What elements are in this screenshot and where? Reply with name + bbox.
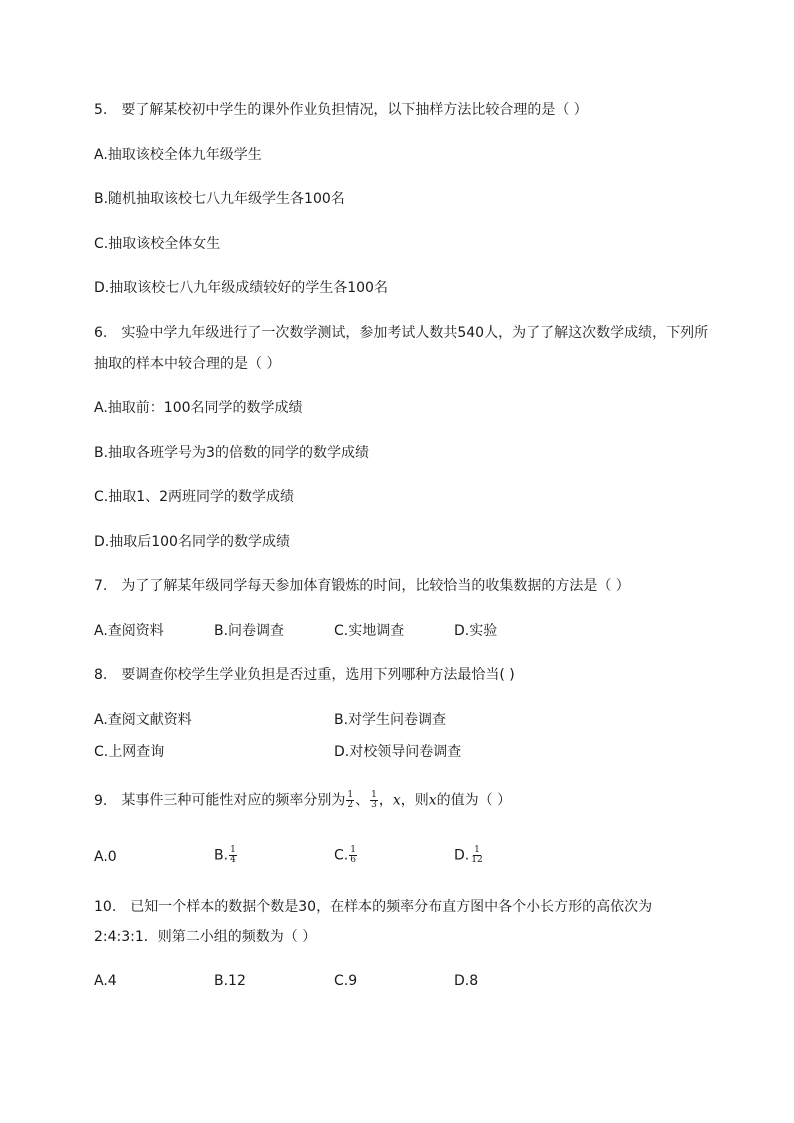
option-prefix: D.	[454, 847, 470, 864]
option-prefix: C.	[334, 847, 349, 864]
fraction	[229, 846, 237, 865]
numerator: 1	[371, 790, 377, 800]
q8-option-d: D.对校领导问卷调查	[334, 744, 462, 760]
q6-option-d: D.抽取后100名同学的数学成绩	[94, 534, 290, 550]
question-5	[94, 101, 588, 119]
fraction	[470, 846, 483, 865]
separator: ，	[378, 792, 393, 809]
variable: x	[428, 792, 437, 809]
question-stem: 已知一个样本的数据个数是30，在样本的频率分布直方图中各个小长方形的高依次为	[130, 899, 653, 915]
question-stem-part: 的值为（ ）	[436, 792, 512, 809]
q7-option-c: C.实地调查	[334, 623, 405, 639]
q7-option-d: D.实验	[454, 623, 498, 639]
option-prefix: B.	[214, 847, 229, 864]
fraction	[346, 791, 354, 810]
q6-option-a: A.抽取前：100名同学的数学成绩	[94, 400, 303, 416]
variable: x	[392, 792, 401, 809]
q7-option-b: B.问卷调查	[214, 623, 285, 639]
q7-option-a: A.查阅资料	[94, 623, 164, 639]
q5-option-b: B.随机抽取该校七八九年级学生各100名	[94, 191, 345, 207]
q10-option-c: C.9	[334, 973, 358, 989]
q8-option-c: C.上网查询	[94, 744, 165, 760]
q6-option-b: B.抽取各班学号为3的倍数的同学的数学成绩	[94, 445, 369, 461]
q8-option-a: A.查阅文献资料	[94, 712, 192, 728]
question-9	[94, 791, 511, 810]
numerator: 1	[474, 845, 480, 855]
denominator: 2	[347, 800, 354, 810]
question-number: 10.	[94, 899, 117, 915]
question-6	[94, 324, 708, 342]
question-stem: 要调查你校学生学业负担是否过重，选用下列哪种方法最恰当( )	[121, 667, 515, 683]
q10-option-d: D.8	[454, 973, 479, 989]
separator: 、	[355, 792, 370, 809]
question-number: 7.	[94, 578, 108, 594]
q5-option-a: A.抽取该校全体九年级学生	[94, 147, 262, 163]
question-number: 6.	[94, 325, 108, 341]
denominator: 3	[371, 800, 377, 810]
q9-option-d	[454, 846, 485, 865]
question-number: 9.	[94, 792, 108, 809]
denominator: 12	[471, 855, 483, 865]
numerator: 1	[350, 845, 356, 855]
question-8	[94, 666, 515, 684]
q10-option-a: A.4	[94, 973, 117, 989]
q6-option-c: C.抽取1、2两班同学的数学成绩	[94, 489, 295, 505]
q5-option-c: C.抽取该校全体女生	[94, 236, 221, 252]
q9-option-c	[334, 846, 358, 865]
fraction	[349, 846, 357, 865]
question-stem: 要了解某校初中学生的课外作业负担情况，以下抽样方法比较合理的是（ ）	[121, 102, 588, 118]
q10-option-b: B.12	[214, 973, 246, 989]
question-stem-part: ，则	[400, 792, 429, 809]
question-number: 5.	[94, 102, 108, 118]
question-stem: 为了了解某年级同学每天参加体育锻炼的时间，比较恰当的收集数据的方法是（ ）	[121, 578, 630, 594]
question-6-stem-line2: 抽取的样本中较合理的是（ ）	[94, 356, 281, 372]
question-number: 8.	[94, 667, 108, 683]
denominator: 4	[230, 855, 236, 865]
q9-option-a: A.0	[94, 849, 117, 865]
question-stem: 实验中学九年级进行了一次数学测试，参加考试人数共540人，为了了解这次数学成绩，下列所	[121, 325, 709, 341]
numerator: 1	[347, 790, 354, 800]
question-10	[94, 898, 652, 916]
fraction	[370, 791, 378, 810]
question-stem-part: 某事件三种可能性对应的频率分别为	[121, 792, 346, 809]
denominator: 6	[350, 855, 356, 865]
q9-option-b	[214, 846, 238, 865]
q5-option-d: D.抽取该校七八九年级成绩较好的学生各100名	[94, 280, 388, 296]
question-7	[94, 577, 630, 595]
question-10-stem-line2: 2:4:3:1．则第二小组的频数为（ ）	[94, 929, 317, 945]
q8-option-b: B.对学生问卷调查	[334, 712, 447, 728]
numerator: 1	[230, 845, 236, 855]
